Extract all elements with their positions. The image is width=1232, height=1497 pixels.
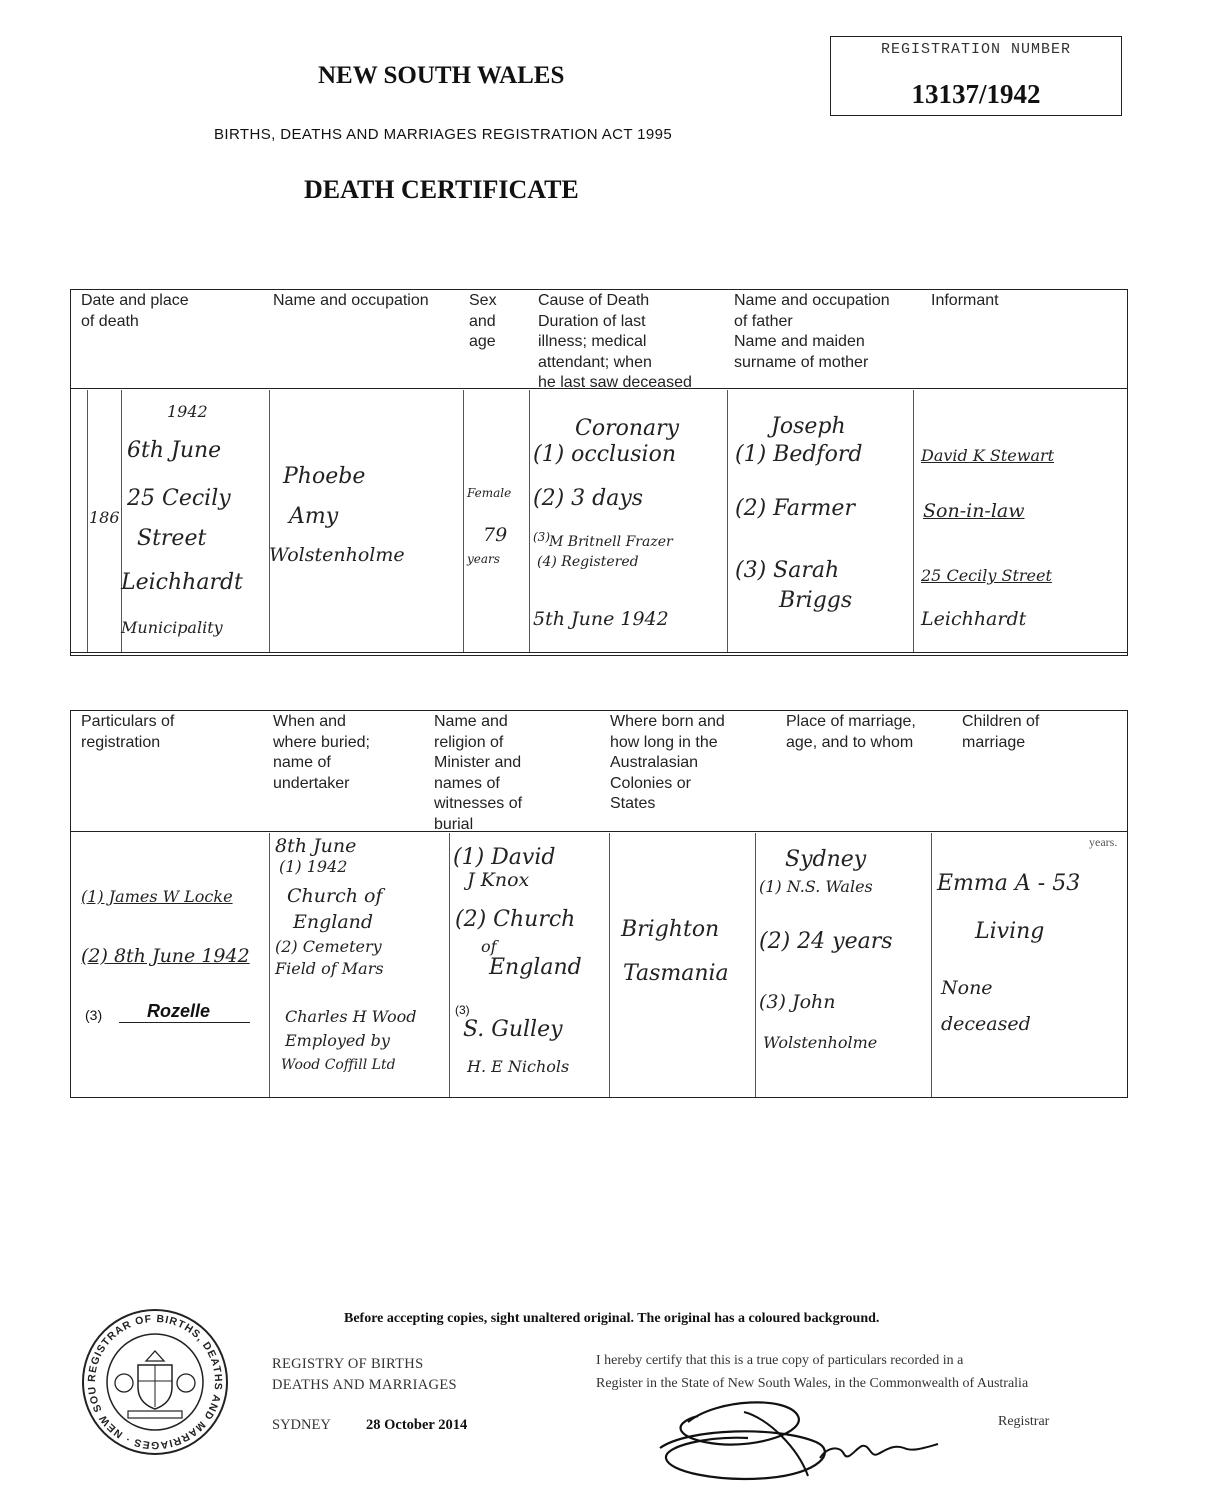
issue-city: SYDNEY [272, 1417, 331, 1433]
burial-date: 8th June [275, 835, 357, 857]
column-rule [913, 390, 914, 652]
column-header-burial: When and where buried; name of undertaker [273, 713, 370, 792]
registration-number-label: REGISTRATION NUMBER [880, 41, 1072, 58]
spouse-given-name: (3) John [759, 991, 836, 1013]
cause-line-1: Coronary [575, 416, 680, 441]
column-header-children: Children of marriage [962, 713, 1040, 751]
registration-number-value: 13137/1942 [911, 79, 1041, 109]
column-rule [121, 390, 122, 652]
witness-marker: (3) [455, 1003, 470, 1017]
column-header-informant: Informant [931, 292, 999, 309]
informant-suburb: Leichhardt [921, 608, 1027, 630]
registry-name: REGISTRY OF BIRTHS DEATHS AND MARRIAGES [272, 1356, 457, 1393]
given-name-1: Phoebe [283, 464, 366, 489]
registration-date: (2) 8th June 1942 [81, 945, 250, 967]
column-header-date-place: Date and place of death [81, 292, 189, 330]
registrar-seal [80, 1307, 230, 1462]
column-rule [463, 390, 464, 652]
attendant-status: (4) Registered [537, 554, 639, 570]
informant-relationship: Son-in-law [923, 500, 1025, 522]
last-seen-date: 5th June 1942 [533, 608, 669, 630]
state-title: NEW SOUTH WALES [318, 62, 565, 89]
column-rule [609, 833, 610, 1097]
column-header-minister: Name and religion of Minister and names of witnesses of burial [434, 713, 523, 833]
bottom-rule [71, 652, 1127, 653]
burial-cemetery: (2) Cemetery [275, 937, 382, 956]
undertaker-employment: Employed by [285, 1031, 390, 1050]
mother-given-name: (3) Sarah [735, 558, 840, 583]
registrar-name: (1) James W Locke [81, 887, 233, 906]
children-deceased: deceased [941, 1013, 1031, 1035]
act-line: BIRTHS, DEATHS AND MARRIAGES REGISTRATION ACT 1995 [214, 126, 673, 143]
marriage-state: (1) N.S. Wales [759, 877, 873, 896]
death-date: 6th June [127, 438, 222, 463]
column-rule [269, 390, 270, 652]
registration-burial-table [70, 710, 1128, 1098]
illness-duration: (2) 3 days [533, 486, 644, 511]
registrar-label: Registrar [998, 1414, 1050, 1429]
medical-attendant: M Britnell Frazer [549, 534, 673, 550]
informant-name: David K Stewart [921, 446, 1055, 465]
father-occupation: (2) Farmer [735, 496, 855, 521]
father-given-name: Joseph [771, 414, 846, 439]
minister-surname: J Knox [467, 869, 530, 891]
death-details-table [70, 289, 1128, 656]
undertaker-name: Charles H Wood [285, 1007, 417, 1026]
column-rule [87, 390, 88, 652]
given-name-2: Amy [289, 504, 339, 529]
death-street: 25 Cecily [127, 486, 231, 511]
children-living: Living [975, 919, 1045, 944]
seal-emblem-icon [80, 1307, 230, 1457]
child-entry: Emma A - 53 [937, 871, 1081, 896]
column-rule [449, 833, 450, 1097]
column-rule [529, 390, 530, 652]
burial-church-2: England [293, 911, 374, 933]
witness-1: S. Gulley [463, 1017, 563, 1042]
mother-maiden-name: Briggs [779, 588, 853, 613]
registration-place-marker: (3) [85, 1007, 103, 1023]
column-header-sex-age: Sex and age [469, 292, 497, 350]
age: 79 [483, 524, 508, 546]
death-year: 1942 [167, 402, 208, 421]
certification-statement: I hereby certify that this is a true copy of particulars recorded in a Register in the State of New South Wales, in the Commonwealth of Australia [596, 1353, 1029, 1391]
spouse-surname: Wolstenholme [763, 1033, 878, 1052]
burial-church: Church of [287, 885, 383, 907]
witness-2: H. E Nichols [467, 1057, 570, 1076]
death-street-suffix: Street [137, 526, 207, 551]
children-none: None [941, 977, 993, 999]
minister-religion: (2) Church [455, 907, 576, 932]
column-header-registration: Particulars of registration [81, 713, 175, 751]
attendant-marker: (3) [533, 530, 550, 544]
column-rule [727, 390, 728, 652]
column-rule [269, 833, 270, 1097]
column-header-cause: Cause of Death Duration of last illness; medical attendant; when he last saw deceased [538, 292, 692, 391]
registrar-signature [648, 1388, 948, 1489]
surname: Wolstenholme [269, 544, 405, 566]
undertaker-firm: Wood Coffill Ltd [281, 1057, 396, 1073]
burial-year: (1) 1942 [279, 857, 348, 876]
footer-note: Before accepting copies, sight unaltered original. The original has a coloured background. [344, 1311, 880, 1326]
column-header-parents: Name and occupation of father Name and maiden surname of mother [734, 292, 890, 371]
signature-icon [648, 1388, 948, 1484]
registration-number-box [830, 36, 1122, 116]
column-rule [755, 833, 756, 1097]
birth-town: Brighton [621, 917, 720, 942]
column-header-name-occupation: Name and occupation [273, 292, 429, 309]
cause-line-2: (1) occlusion [533, 442, 676, 467]
entry-number: 186 [89, 508, 120, 527]
marriage-age: (2) 24 years [759, 929, 893, 954]
minister-name: (1) David [453, 845, 556, 870]
age-unit: years [467, 552, 500, 566]
column-header-marriage: Place of marriage, age, and to whom [786, 713, 916, 751]
header-divider [71, 831, 1127, 832]
minister-religion-3: England [489, 955, 582, 980]
marriage-place: Sydney [785, 847, 867, 872]
minister-religion-2: of [481, 937, 497, 956]
registration-place: Rozelle [119, 1001, 250, 1023]
sex: Female [467, 486, 512, 500]
informant-address: 25 Cecily Street [921, 566, 1052, 585]
death-municipality: Municipality [121, 618, 223, 637]
birth-state: Tasmania [623, 961, 729, 986]
seal-text: REGISTRAR OF BIRTHS, DEATHS AND MARRIAGES · NEW SOU [85, 1312, 225, 1452]
column-header-birthplace: Where born and how long in the Australasian Colonies or States [610, 713, 725, 812]
burial-place: Field of Mars [275, 959, 384, 978]
death-suburb: Leichhardt [121, 570, 243, 595]
years-label: years. [1089, 835, 1118, 849]
father-surname: (1) Bedford [735, 442, 863, 467]
issue-date: 28 October 2014 [366, 1417, 468, 1433]
column-rule [931, 833, 932, 1097]
certificate-title: DEATH CERTIFICATE [304, 175, 579, 204]
